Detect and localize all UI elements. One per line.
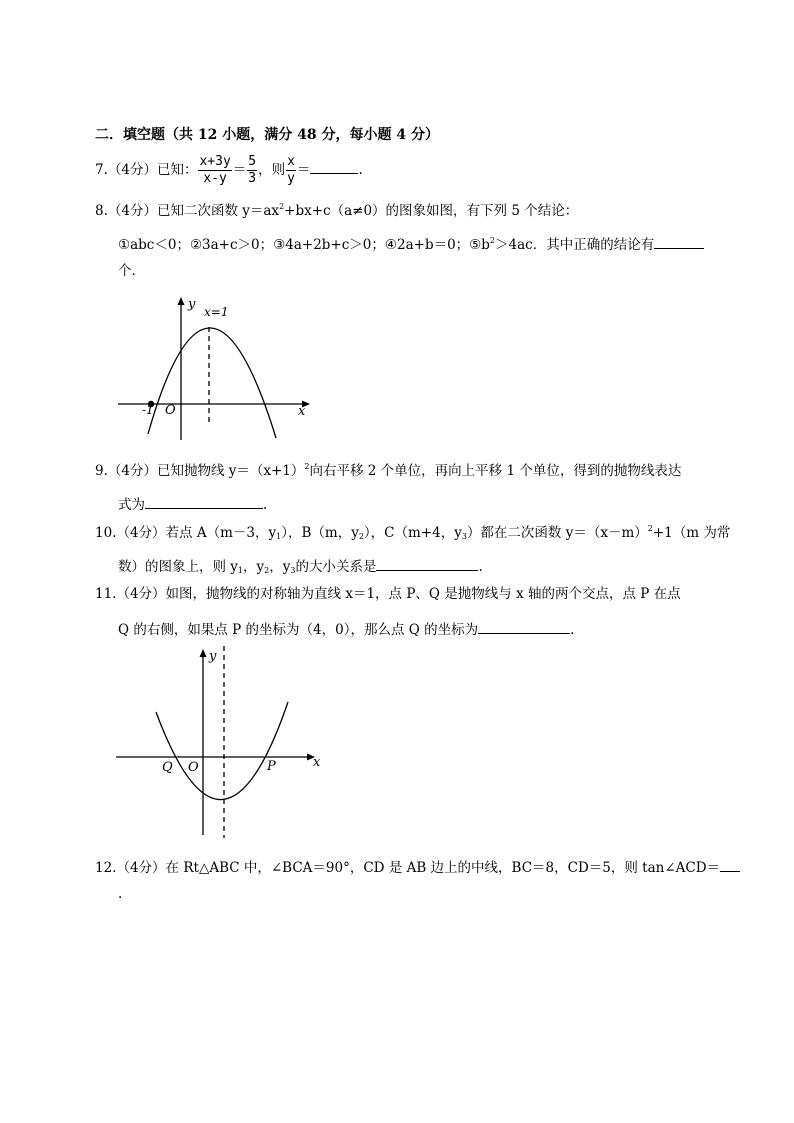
- q7-fraction-2-numerator: 5: [248, 154, 257, 170]
- q7-equals: ＝: [232, 162, 247, 178]
- q10-text-c: ），C（m+4，y: [363, 525, 462, 541]
- question-10-line-1: [95, 525, 730, 541]
- q10-line2-d: 的大小关系是: [295, 559, 377, 575]
- q8-axis-label: x=1: [204, 305, 229, 319]
- q10-sub-3: 3: [461, 532, 467, 541]
- q10-text-b: ），B（m，y: [281, 525, 359, 541]
- q9-answer-blank[interactable]: [145, 494, 263, 509]
- q9-text-c: 式为: [118, 497, 145, 513]
- q10-line2-a: 数）的图象上，则 y: [118, 559, 238, 575]
- q11-text-b: Q 的右侧，如果点 P 的坐标为（4，0），那么点 Q 的坐标为: [118, 622, 479, 638]
- q7-fraction-1-numerator: x+3y: [199, 154, 231, 170]
- q9-text-a: 9.（4分）已知抛物线 y＝（x+1）: [95, 463, 305, 479]
- question-8-line-1: [95, 203, 578, 219]
- q7-fraction-2: [247, 155, 257, 185]
- q11-origin-label: O: [188, 760, 199, 775]
- q10-line2-c: ，y: [269, 559, 291, 575]
- q7-fraction-2-denominator: 3: [248, 171, 257, 186]
- q7-period: .: [358, 162, 363, 178]
- q9-text-b: 向右平移 2 个单位，再向上平移 1 个单位，得到的抛物线表达: [309, 463, 682, 479]
- question-7: [95, 155, 363, 186]
- q8-conclusions-exponent: 2: [489, 236, 496, 245]
- q11-period: .: [570, 622, 575, 638]
- question-12-line-1: [95, 857, 740, 876]
- question-9-line-1: [95, 463, 681, 479]
- question-9-line-2: [118, 494, 267, 513]
- q7-answer-blank[interactable]: [310, 159, 358, 174]
- q12-text: 12.（4分）在 Rt△ABC 中，∠BCA＝90°，CD 是 AB 边上的中线，BC＝8，CD＝5，则 tan∠ACD＝: [95, 860, 721, 876]
- q8-answer-blank[interactable]: [654, 234, 704, 249]
- q11-answer-blank[interactable]: [478, 619, 570, 634]
- q10-text-e: +1（m 为常: [652, 525, 731, 541]
- q8-text-a: 8.（4分）已知二次函数 y＝ax: [95, 203, 280, 219]
- q8-conclusions-a: ①abc＜0；②3a+c＞0；③4a+2b+c＞0；④2a+b＝0；⑤b: [118, 237, 490, 253]
- q8-text-b: +bx+c（a≠0）的图象如图，有下列 5 个结论：: [284, 203, 579, 219]
- q7-fraction-3-numerator: x: [287, 154, 295, 170]
- q8-y-axis-arrow-icon: [178, 297, 185, 305]
- q7-end: ＝: [296, 162, 311, 178]
- q10-period: .: [478, 559, 483, 575]
- question-8-line-3: 个．: [118, 263, 145, 279]
- q10-line2-sub-3: 3: [290, 566, 296, 575]
- q8-y-label: y: [188, 297, 196, 312]
- q11-p-label: P: [267, 759, 276, 774]
- q12-answer-blank[interactable]: [720, 857, 740, 872]
- q8-parabola-graph: [110, 290, 320, 450]
- q10-answer-blank[interactable]: [376, 556, 478, 571]
- q11-parabola-curve: [156, 702, 288, 800]
- q7-fraction-3-denominator: y: [287, 171, 295, 186]
- q10-exponent: 2: [647, 524, 653, 533]
- q8-conclusions-b: ＞4ac．其中正确的结论有: [495, 237, 655, 253]
- q9-period: .: [263, 497, 268, 513]
- q10-text-d: ）都在二次函数 y＝（x－m）: [466, 525, 648, 541]
- q8-neg1-label: -1: [142, 403, 154, 417]
- section-title: 二．填空题（共 12 小题，满分 48 分，每小题 4 分）: [95, 127, 439, 143]
- q10-line2-b: ，y: [243, 559, 265, 575]
- question-12-line-2: .: [118, 886, 123, 902]
- question-8-line-2: [118, 234, 704, 253]
- q8-parabola-curve: [148, 328, 276, 438]
- q10-sub-1: 1: [276, 532, 282, 541]
- q11-q-label: Q: [162, 760, 173, 775]
- q10-line2-sub-1: 1: [237, 566, 244, 575]
- q11-y-axis-arrow-icon: [200, 649, 207, 657]
- question-10-line-2: [118, 556, 483, 575]
- q7-mid: ，则: [258, 162, 286, 178]
- q11-x-label: x: [313, 755, 321, 770]
- q9-exponent: 2: [304, 462, 310, 471]
- q8-x-label: x: [298, 404, 306, 419]
- q7-fraction-1-denominator: x-y: [203, 171, 227, 186]
- q11-parabola-graph: [110, 640, 340, 840]
- q8-exponent: 2: [279, 202, 285, 211]
- question-11-line-2: [118, 619, 574, 638]
- q7-fraction-3: [286, 155, 296, 185]
- q7-prefix: 7.（4分）已知：: [95, 162, 198, 178]
- q10-sub-2: 2: [358, 532, 364, 541]
- q7-fraction-1: [198, 155, 231, 185]
- question-11-line-1: 11.（4分）如图，抛物线的对称轴为直线 x＝1，点 P、Q 是抛物线与 x 轴的两个交点，点 P 在点: [95, 586, 681, 602]
- q8-origin-label: O: [165, 403, 176, 418]
- q11-y-label: y: [209, 649, 217, 664]
- q10-text-a: 10.（4分）若点 A（m－3，y: [95, 525, 277, 541]
- q10-line2-sub-2: 2: [264, 566, 270, 575]
